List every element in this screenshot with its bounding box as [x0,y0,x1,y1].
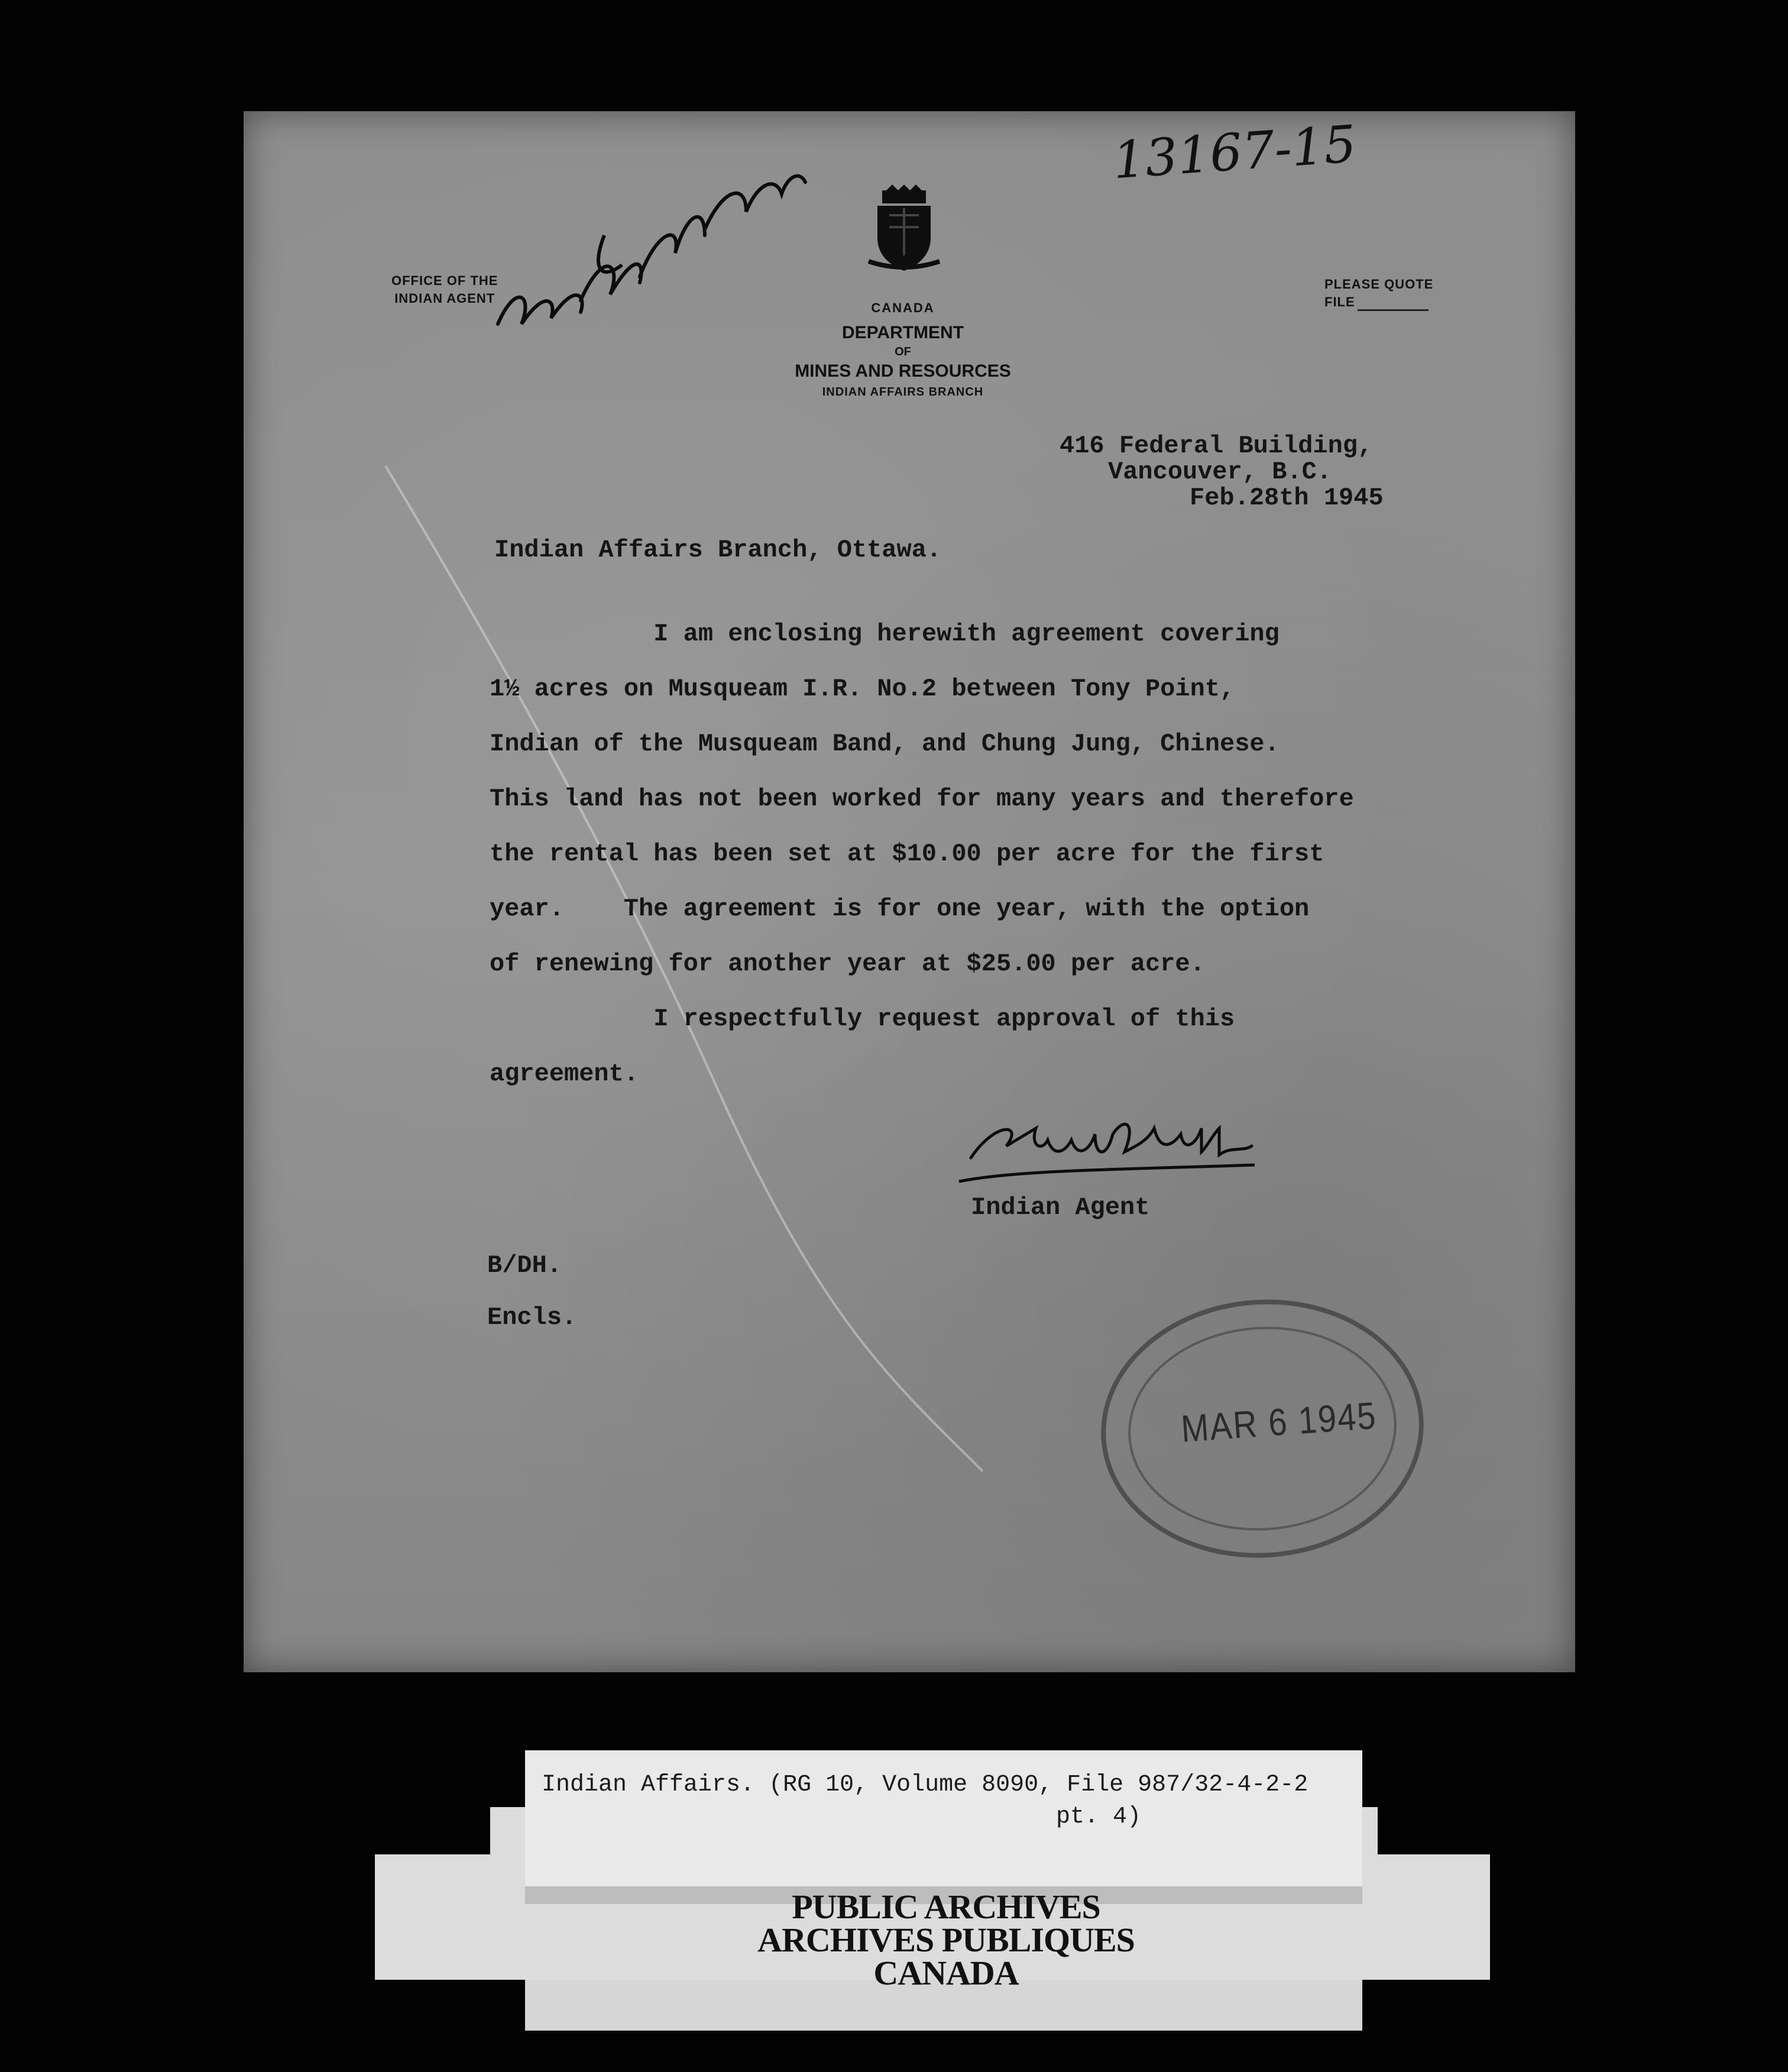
archive-card-notch [375,1807,490,1854]
archive-reference-line-1: Indian Affairs. (RG 10, Volume 8090, File 987/32-4-2-2 [542,1772,1308,1798]
letter-date: Feb.28th 1945 [1190,484,1384,512]
handwritten-annotation [480,147,811,360]
office-label-line1: OFFICE OF THE [391,273,498,288]
received-stamp [1092,1288,1432,1568]
handwritten-file-number: 13167-15 [1111,114,1359,191]
country-label: CANADA [871,300,935,315]
signature-title: Indian Agent [971,1193,1150,1222]
letter-page [244,111,1575,1672]
archive-card-notch [1378,1807,1490,1854]
please-quote-block [1324,276,1433,311]
archive-reference-line-2: pt. 4) [1056,1804,1142,1830]
body-line: of renewing for another year at $25.00 per acre. [490,950,1205,978]
department-label: DEPARTMENT [841,323,964,342]
branch-label: INDIAN AFFAIRS BRANCH [822,386,984,399]
archive-name-french: ARCHIVES PUBLIQUES [757,1921,1135,1959]
body-line: This land has not been worked for many years and therefore [490,785,1354,813]
stamp-date: MAR 6 1945 [1180,1393,1378,1451]
archive-country: CANADA [873,1954,1019,1992]
body-line: I am enclosing herewith agreement covering [490,620,1280,648]
ministry-label: MINES AND RESOURCES [795,361,1011,381]
archive-reference-card [525,1750,1362,1886]
agent-signature [947,1111,1266,1193]
body-line: I respectfully request approval of this [490,1005,1235,1033]
body-line: agreement. [490,1060,639,1088]
body-line: the rental has been set at $10.00 per acre for the first [490,840,1324,868]
address-line-2: Vancouver, B.C. [1108,458,1332,486]
address-line-1: 416 Federal Building, [1060,432,1373,460]
coat-of-arms-icon [866,184,942,273]
enclosures-note: Encls. [487,1303,577,1332]
file-number-line [1358,297,1429,311]
office-label-line2: INDIAN AGENT [394,291,495,306]
recipient: Indian Affairs Branch, Ottawa. [494,536,942,564]
please-quote-label: PLEASE QUOTE [1324,277,1434,292]
body-line: 1½ acres on Musqueam I.R. No.2 between Tony Point, [490,675,1235,703]
archive-name-english: PUBLIC ARCHIVES [792,1888,1100,1926]
file-label: FILE [1324,294,1355,309]
of-label: OF [895,345,911,358]
body-line: year. The agreement is for one year, with the option [490,895,1310,923]
body-line: Indian of the Musqueam Band, and Chung Jung, Chinese. [490,730,1280,758]
typist-initials: B/DH. [487,1251,562,1280]
